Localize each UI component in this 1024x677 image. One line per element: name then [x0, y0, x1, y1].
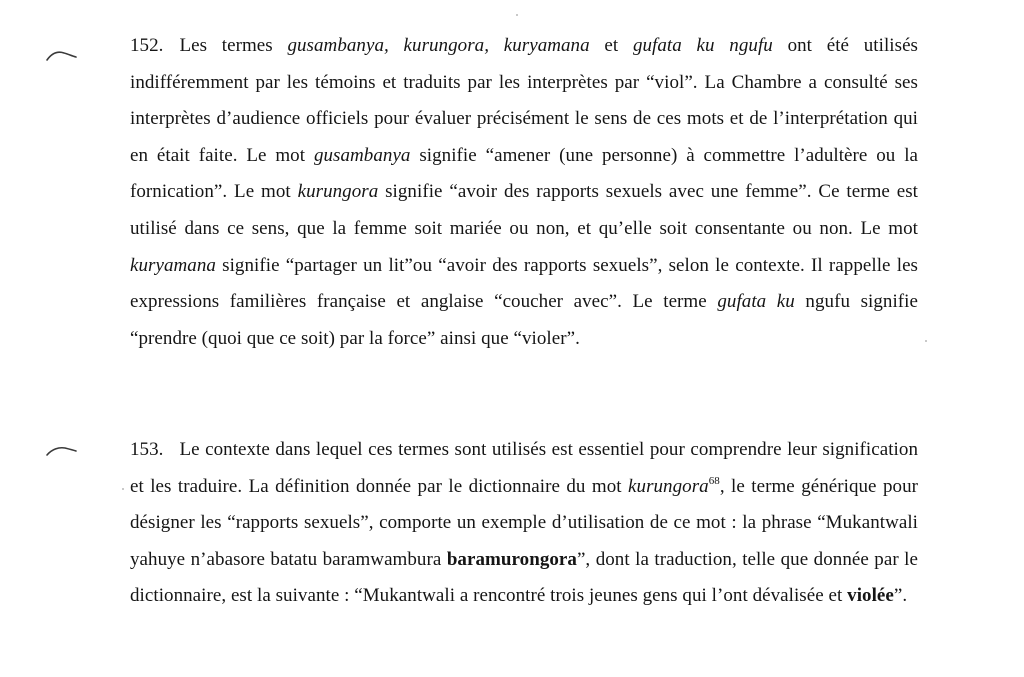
text-segment: signifie “partager un lit”ou “avoir des rapports sexuels”, selon le contexte. Il rappelle les expressions familières française et anglaise “coucher avec”. Le terme [130, 254, 918, 313]
scan-speck [516, 14, 518, 16]
text-segment: signifie “amener (une personne) à commettre l’adultère ou la fornication”. Le mot [130, 144, 919, 203]
text-segment: signifie “avoir des rapports sexuels avec une femme”. Ce terme est utilisé dans ce sens, que la femme soit mariée ou non, et qu’elle soit consentante ou non. Le mot [130, 181, 919, 239]
text-segment: , le terme générique pour désigner les “rapports sexuels”, comporte un exemple d’utilisation de ce mot : la phrase “Mukantwali yahuye n’abasore batatu baramwambura [130, 475, 918, 570]
handwritten-margin-mark [44, 443, 78, 457]
text-segment: Le contexte dans lequel ces termes sont utilisés est essentiel pour comprendre leur signification et les traduire. La définition donnée par le dictionnaire du mot [130, 439, 918, 497]
italic-term: kurungora [297, 181, 379, 203]
paragraph-number: 153. [130, 439, 164, 460]
text-segment: ”. [893, 585, 908, 607]
handwritten-margin-mark [44, 48, 78, 62]
text-segment: Les termes [179, 35, 288, 56]
paragraph-153 [130, 432, 918, 615]
italic-term: gusambanya [313, 144, 411, 166]
bold-term: baramurongora [446, 548, 577, 570]
bold-term: violée [847, 585, 894, 607]
text-segment: ”, dont la traduction, telle que donnée par le dictionnaire, est la suivante : “Mukantwali a rencontré trois jeunes gens qui l’ont dévalisée et [130, 548, 918, 607]
text-segment: ngufu signifie “prendre (quoi que ce soit) par la force” ainsi que “violer”. [130, 291, 918, 349]
italic-term: gufata ku ngufu [632, 35, 773, 56]
scan-speck [122, 488, 124, 490]
italic-term: gufata ku [717, 291, 795, 313]
footnote-reference[interactable]: 68 [708, 474, 720, 487]
text-segment: et [589, 35, 633, 56]
paragraph-number: 152. [130, 35, 164, 56]
text-segment: ont été utilisés indifféremment par les témoins et traduits par les interprètes par “viol”. La Chambre a consulté ses interprètes d’audience officiels pour évaluer précisément le sens de ces mots et de l’interprétation qui en était faite. Le mot [130, 35, 918, 166]
scan-speck [925, 340, 927, 342]
italic-term: kuryamana [130, 254, 216, 276]
italic-term: kurungora [628, 475, 709, 497]
italic-term: gusambanya, kurungora, kuryamana [287, 35, 590, 56]
paragraph-152 [130, 28, 918, 357]
